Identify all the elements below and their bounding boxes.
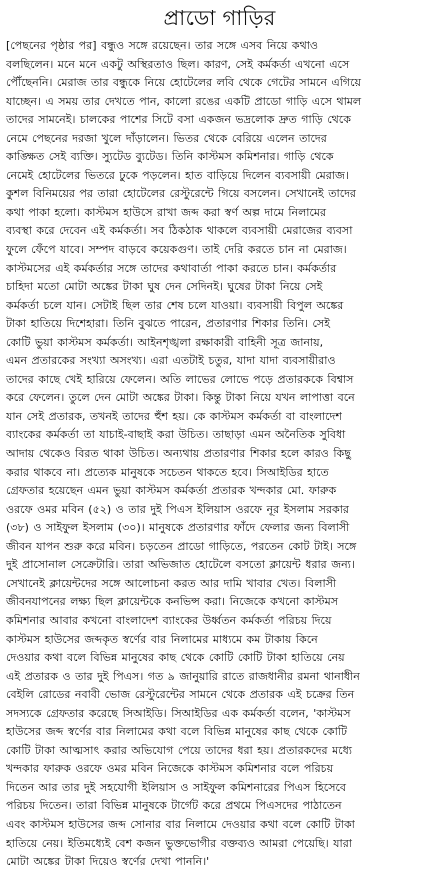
article-line (6, 501, 433, 520)
article-line (6, 519, 433, 538)
article-line-text: এই প্রতারক ও তার দুই পিএস। গত ৯ জানুয়ারি রাতে রাজধানীর রমনা থানাধীন (6, 669, 360, 683)
article-line-text: যাচ্ছেন। এ সময় তার দেখতে পান, কালো রঙের একটি প্রাডো গাড়ি এসে থামল (6, 94, 362, 108)
article-line (6, 56, 433, 75)
article-line-text: খন্দকার ফারুক ওরফে ওমর মবিন নিজেকে কাস্টমস কমিশনার বলে পরিচয় (6, 762, 334, 776)
article-line-text: ওরফে ওমর মবিন (৫২) ও তার দুই পিএস ইলিয়াস ওরফে নূর ইসলাম সরকার (6, 502, 349, 516)
article-line (6, 185, 433, 204)
article-line-text: দেওয়ার কথা বলে বিভিন্ন মানুষের কাছ থেকে কোটি কোটি টাকা হাতিয়ে নেয় (6, 651, 345, 665)
article-line-text: নেমে পেছনের দরজা খুলে দাঁড়ালেন। ভিতর থেকে বেরিয়ে এলেন তাদের (6, 131, 327, 145)
article-line (6, 278, 433, 297)
article-line (6, 612, 433, 631)
article-line (6, 74, 433, 93)
article-line-text: নেমেই হোটেলের ভিতরে ঢুকে পড়লেন। হাত বাড়িয়ে দিলেন ব্যবসায়ী মেরাজ। (6, 168, 349, 182)
article-line (6, 111, 433, 130)
article-line-text: কমিশনার আবার কখনো বাংলাদেশ ব্যাংকের উর্ধ্বতন কর্মকর্তা পরিচয় দিয়ে (6, 613, 332, 627)
article-line (6, 705, 433, 724)
article-line-text: কর্মকর্তা চলে যান। সেটাই ছিল তার শেষ চলে যাওয়া। ব্যবসায়ী বিপুল অঙ্কের (6, 298, 344, 312)
article-line (6, 779, 433, 798)
article-line-text: দিতেন আর তার দুই সহযোগী ইলিয়াস ও সাইফুল কমিশনারের পিএস হিসেবে (6, 780, 347, 794)
article-line (6, 835, 433, 854)
article-line-text: কাস্টমসের এই কর্মকর্তার সঙ্গে তাদের কথাবার্তা পাকা করতে চান। কর্মকর্তার (6, 261, 337, 275)
article-line-text: বন্ধুও সঙ্গে রয়েছেন। তার সঙ্গে এসব নিয়ে কথাও (96, 39, 318, 52)
article-line-text: পৌঁছেননি। মেরাজ তার বন্ধুকে নিয়ে হোটেলের লবি থেকে গেটের সামনে এগিয়ে (6, 76, 362, 90)
article-line-text: টাকা হাতিয়ে দিশেহারা। তিনি বুঝতে পারেন, প্রতারণার শিকার তিনি। সেই (6, 317, 330, 331)
article-line-text: ব্যাংকের কর্মকর্তা তা যাচাই-বাছাই করা উচিত। তাছাড়া এমন অনৈতিক সুবিধা (6, 428, 346, 442)
article-line (6, 649, 433, 668)
article-line-text: ব্যবস্থা করে দেবেন এই কর্মকর্তা। সব ঠিকঠাক থাকলে ব্যবসায়ী মেরাজের ব্যবসা (6, 224, 353, 238)
article-line (6, 167, 433, 186)
article-line (6, 297, 433, 316)
article-line (6, 445, 433, 464)
article-line-text: বেইলি রোডের নবাবী ভোজ রেস্টুরেন্টের সামনে থেকে প্রতারক এই চক্রের তিন (6, 688, 355, 702)
article-line (6, 260, 433, 279)
article-line (6, 853, 433, 872)
article-line (6, 426, 433, 445)
article-line (6, 482, 433, 501)
article-line-text: দুই প্রাসোনাল সেক্রেটারি। তারা অভিজাত হোটেলে বসতো ক্লায়েন্ট ধরার জন্য। (6, 558, 355, 572)
article-line (6, 148, 433, 167)
article-line (6, 130, 433, 149)
article-line (6, 37, 433, 56)
article-line-text: আদায় থেকেও বিরত থাকা উচিত। অন্যথায় প্রতারণার শিকার হলে কারও কিছু (6, 447, 351, 461)
article-line (6, 631, 433, 650)
article-line-text: কোটি টাকা আত্মসাৎ করার অভিযোগ পেয়ে তাদের ধরা হয়। প্রতারকদের মধ্যে (6, 743, 352, 757)
article-line-text: করার থাকবে না। প্রত্যেক মানুষকে সচেতন থাকতে হবে। সিআইডির হাতে (6, 465, 329, 479)
article-line (6, 371, 433, 390)
continuation-prefix: [পেছনের পৃষ্ঠার পর] (6, 39, 97, 52)
article-line (6, 797, 433, 816)
article-line-text: যান সেই প্রতারক, তখনই তাদের হুঁশ হয়। কে কাস্টমস কর্মকর্তা বা বাংলাদেশ (6, 409, 342, 423)
article-line-text: কাঙ্ক্ষিত সেই ব্যক্তি। স্যুটেড ব্যুটেড। তিনি কাস্টমস কমিশনার। গাড়ি থেকে (6, 150, 334, 164)
article-page (0, 6, 438, 869)
article-line-text: চাহিদা মতো মোটা অঙ্কের টাকা ঘুষ দেন সেদিনই। ঘুষের টাকা নিয়ে সেই (6, 280, 323, 294)
article-line-text: করে ফেলেন। তুলে দেন মোটা অঙ্কের টাকা। কিন্তু টাকা নিয়ে যখন লাপাত্তা বনে (6, 391, 355, 405)
article-line-text: কাস্টমস হাউসের জব্দকৃত স্বর্ণের বার নিলামের মাধ্যমে কম টাকায় কিনে (6, 632, 318, 646)
article-line (6, 556, 433, 575)
article-line-text: এমন প্রতারকের সংখ্যা অসংখ্য। এরা এতটাই চতুর, যাদা যাদা ব্যবসায়ীরাও (6, 354, 336, 368)
article-line (6, 204, 433, 223)
article-line-text: পরিচয় দিতেন। তারা বিভিন্ন মানুষকে টার্গেট করে প্রথমে পিএসদের পাঠাতেন (6, 799, 342, 813)
article-line-text: জীবনযাপনের লক্ষ্য ছিল ক্লায়েন্টকে কনভিন্স করা। নিজেকে কখনো কাস্টমস (6, 595, 339, 609)
article-line (6, 723, 433, 742)
article-line (6, 334, 433, 353)
article-line-text: জীবন যাপন শুরু করে মবিন। চড়তেন প্রাডো গাড়িতে, পরতেন কোট টাই। সঙ্গে (6, 539, 357, 553)
article-line-text: গ্রেফতার হয়েছেন এমন ভুয়া কাস্টমস কর্মকর্তা প্রতারক খন্দকার মো. ফারুক (6, 484, 337, 498)
article-line (6, 408, 433, 427)
article-line (6, 742, 433, 761)
article-line-text: বলছিলেন। মনে মনে একটু অস্থিরতাও ছিল। কারণ, সেই কর্মকর্তা এখনো এসে (6, 57, 350, 71)
article-line (6, 593, 433, 612)
article-line-text: হাউসের জব্দ স্বর্ণের বার নিলামের কথা বলে বিভিন্ন মানুষের কাছ থেকে কোটি (6, 725, 347, 739)
article-line-text: ফুলে ফেঁপে যাবে। সম্পদ বাড়বে কয়েকগুণ। তাই দেরি করতে চান না মেরাজ। (6, 243, 347, 257)
article-line-text: তাদের কাছে খেই হারিয়ে ফেলেন। অতি লাভের লোভে পড়ে প্রতারককে বিশ্বাস (6, 372, 354, 386)
article-line (6, 93, 433, 112)
article-line (6, 538, 433, 557)
article-line (6, 816, 433, 835)
article-line (6, 241, 433, 260)
article-line (6, 389, 433, 408)
article-body (6, 37, 433, 872)
article-line-text: এবং কাস্টমস হাউসের জব্দ সোনার বার নিলামে দেওয়ার কথা বলে কোটি টাকা (6, 817, 355, 831)
article-line-text: কুশল বিনিময়ের পর তারা হোটেলের রেস্টুরেন্টে গিয়ে বসলেন। সেখানেই তাদের (6, 187, 356, 201)
article-line (6, 668, 433, 687)
article-line-text: সদস্যকে গ্রেফতার করেছে সিআইডি। সিআইডির এক কর্মকর্তা বলেন, 'কাস্টমস (6, 706, 351, 720)
article-line (6, 222, 433, 241)
article-line-text: (৩৮) ও সাইফুল ইসলাম (৩০)। মানুষকে প্রতারণার ফাঁদে ফেলার জন্য বিলাসী (6, 521, 350, 535)
article-line-text: তাদের সামনেই। চালকের পাশের সিটে বসা একজন ভদ্রলোক দ্রুত গাড়ি থেকে (6, 113, 351, 127)
article-line (6, 352, 433, 371)
article-line-text: সেখানেই ক্লায়েন্টদের সঙ্গে আলোচনা করত আর দামি খাবার খেত। বিলাসী (6, 576, 337, 590)
article-line-text: কোটি ভুয়া কাস্টমস কর্মকর্তা। আইনশৃঙ্খলা রক্ষাকারী বাহিনী সূত্র জানায়, (6, 335, 324, 349)
article-line (6, 686, 433, 705)
article-line (6, 315, 433, 334)
article-line (6, 575, 433, 594)
article-line-text: মোটা অঙ্কের টাকা দিয়েও স্বর্ণের দেখা পাননি।' (6, 855, 210, 869)
article-line-text: কথা পাকা হলো। কাস্টমস হাউসে রাখা জব্দ করা স্বর্ণ অল্প দামে নিলামের (6, 205, 327, 219)
article-line (6, 760, 433, 779)
article-line-text: হাতিয়ে নেয়। ইতিমধ্যেই বেশ কজন ভুক্তভোগীর বক্তব্যও আমরা পেয়েছি। যারা (6, 836, 352, 850)
article-line (6, 464, 433, 483)
article-headline: প্রাডো গাড়ির (163, 6, 276, 30)
